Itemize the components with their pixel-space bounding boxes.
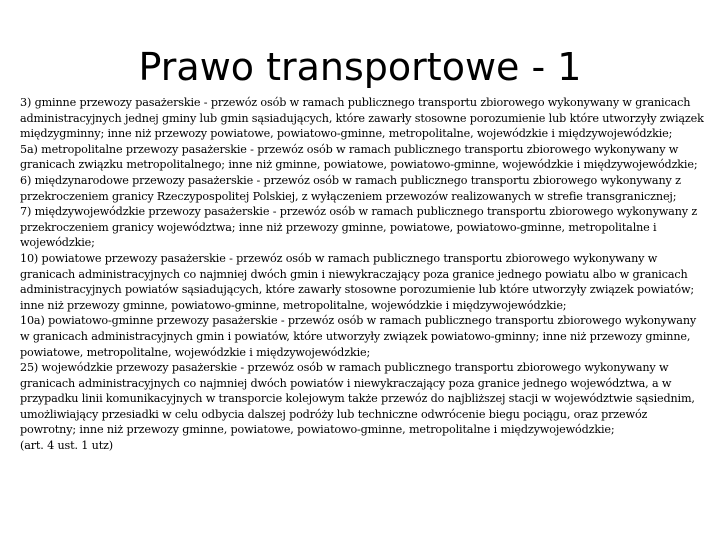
definition-miedzynarodowe: 6) międzynarodowe przewozy pasażerskie - przewóz osób w ramach publicznego transportu zbiorowego wykonywany z przekroczeniem granicy Rzeczypospolitej Polskiej, z wyłączeniem przewozów realizowanych w strefie transgranicznej;: [20, 173, 681, 203]
definition-miedzywojewodzkie: 7) międzywojewódzkie przewozy pasażerskie - przewóz osób w ramach publicznego transportu zbiorowego wykonywany z przekroczeniem granicy województwa; inne niż przewozy gminne, powiatowe, powiatowo-gminne, metropolitalne i wojewódzkie;: [20, 205, 698, 250]
definition-powiatowo-gminne: 10a) powiatowo-gminne przewozy pasażerskie - przewóz osób w ramach publicznego transportu zbiorowego wykonywany w granicach administracyjnych gmin i powiatów, które utworzyły związek powiatowo-gminny; inne niż przewozy gminne, powiatowe, metropolitalne, wojewódzkie i międzywojewódzkie;: [20, 314, 697, 359]
legal-reference: (art. 4 ust. 1 utz): [20, 439, 114, 453]
definition-gminne: 3) gminne przewozy pasażerskie - przewóz osób w ramach publicznego transportu zbiorowego wykonywany w granicach administracyjnych jednej gminy lub gmin sąsiadujących, które zawarły stosowne porozumienie lub które utworzyły związek międzygminny; inne niż przewozy powiatowe, powiatowo-gminne, metropolitalne, wojewódzkie i międzywojewódzkie;: [20, 96, 704, 141]
definition-powiatowe: 10) powiatowe przewozy pasażerskie - przewóz osób w ramach publicznego transportu zbiorowego wykonywany w granicach administracyjnych co najmniej dwóch gmin i niewykraczający poza granice jednego powiatu albo w granicach administracyjnych powiatów sąsiadujących, które zawarły stosowne porozumienie lub które utworzyły związek powiatów; inne niż przewozy gminne, powiatowo-gminne, metropolitalne, wojewódzkie i międzywojewódzkie;: [20, 251, 695, 312]
definition-metropolitalne: 5a) metropolitalne przewozy pasażerskie - przewóz osób w ramach publicznego transportu zbiorowego wykonywany w granicach związku metropolitalnego; inne niż gminne, powiatowe, powiatowo-gminne, wojewódzkie i międzywojewódzkie;: [20, 142, 698, 172]
slide-body: [20, 95, 704, 454]
slide-title: Prawo transportowe - 1: [138, 45, 582, 89]
definition-wojewodzkie: 25) wojewódzkie przewozy pasażerskie - przewóz osób w ramach publicznego transportu zbiorowego wykonywany w granicach administracyjnych co najmniej dwóch powiatów i niewykraczający poza granice jednego województwa, a w przypadku linii komunikacyjnych w transporcie kolejowym także przewóz do najbliższej stacji w województwie sąsiednim, umożliwiający przesiadki w celu odbycia dalszej podróży lub techniczne odwrócenie biegu pociągu, oraz przewóz powrotny; inne niż przewozy gminne, powiatowe, powiatowo-gminne, metropolitalne i międzywojewódzkie;: [20, 361, 695, 437]
